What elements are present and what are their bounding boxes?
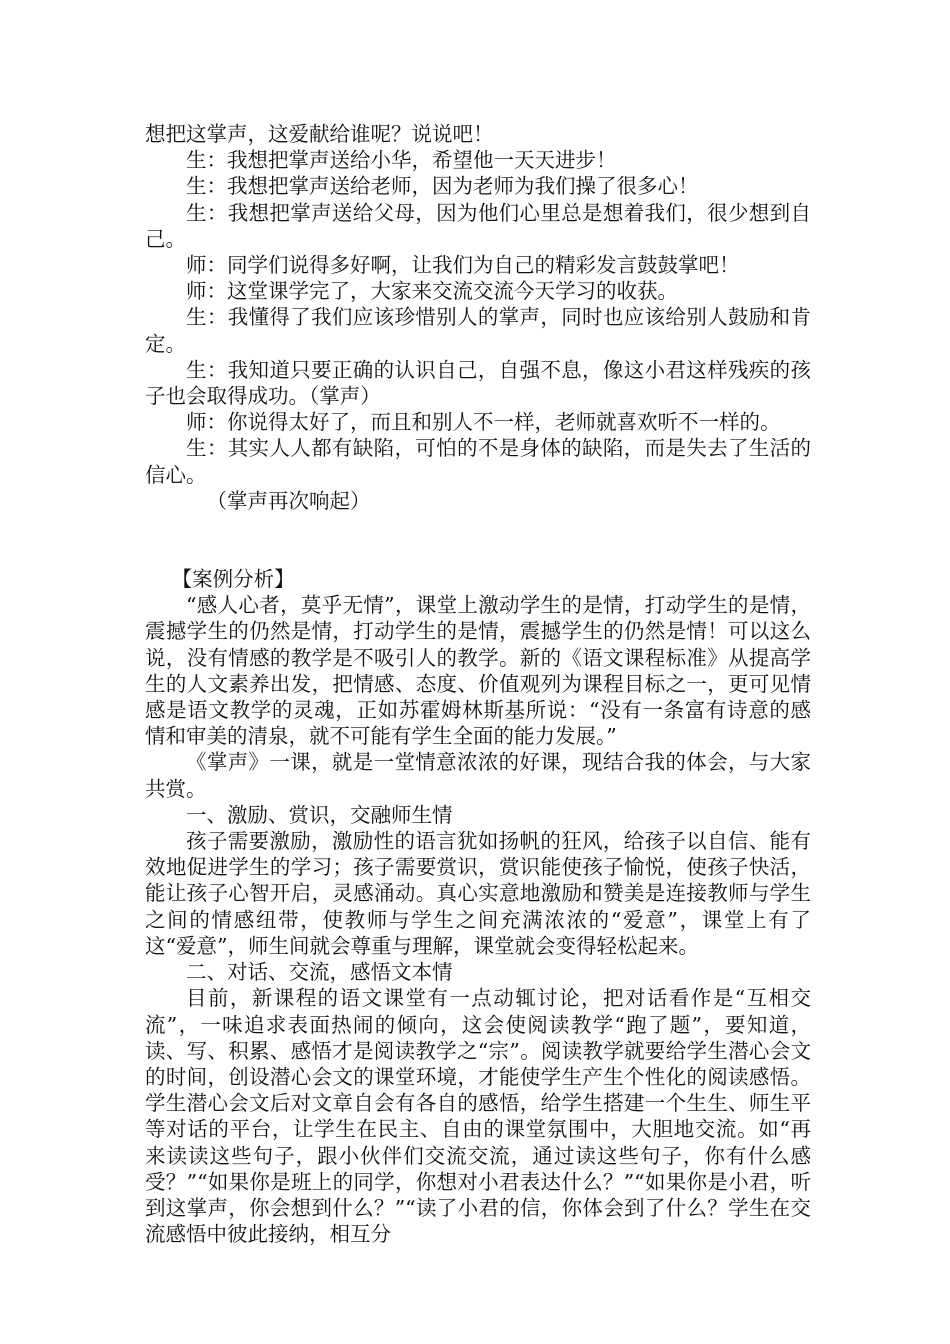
section-heading-1: 一、激励、赏识，交融师生情 (186, 802, 453, 827)
dialogue-paragraph: 生：其实人人都有缺陷，可怕的不是身体的缺陷，而是失去了生活的信心。 (145, 436, 811, 487)
dialogue-paragraph: 生：我想把掌声送给小华，希望他一天天进步！ (186, 148, 617, 173)
section-heading-case-analysis: 【案例分析】 (171, 567, 295, 592)
dialogue-paragraph: 师：同学们说得多好啊，让我们为自己的精彩发言鼓鼓掌吧！ (186, 253, 740, 278)
analysis-paragraph: 《掌声》一课，就是一堂情意浓浓的好课，现结合我的体会，与大家共赏。 (145, 750, 811, 801)
section-body-2: 目前，新课程的语文课堂有一点动辄讨论，把对话看作是“互相交流”，一味追求表面热闹的倾向，这会使阅读教学“跑了题”，要知道，读、写、积累、感悟才是阅读教学之“宗”。阅读教学就要给学生潜心会文的时间，创设潜心会文的课堂环境，才能使学生产生个性化的阅读感悟。学生潜心会文后对文章自会有各自的感悟，给学生搭建一个生生、师生平等对话的平台，让学生在民主、自由的课堂氛围中，大胆地交流。如“再来读读这些句子，跟小伙伴们交流交流，通过读这些句子，你有什么感受？”“如果你是班上的同学，你想对小君表达什么？”“如果你是小君，听到这掌声，你会想到什么？”“读了小君的信，你体会到了什么？学生在交流感悟中彼此接纳，相互分 (145, 986, 811, 1247)
section-body-1: 孩子需要激励，激励性的语言犹如扬帆的狂风，给孩子以自信、能有效地促进学生的学习；孩子需要赏识，赏识能使孩子愉悦，使孩子快活，能让孩子心智开启，灵感涌动。真心实意地激励和赞美是连接教师与学生之间的情感纽带，使教师与学生之间充满浓浓的“爱意”，课堂上有了这“爱意”，师生间就会尊重与理解，课堂就会变得轻松起来。 (145, 829, 811, 958)
dialogue-paragraph: 生：我想把掌声送给老师，因为老师为我们操了很多心！ (186, 174, 699, 199)
dialogue-paragraph: 生：我懂得了我们应该珍惜别人的掌声，同时也应该给别人鼓励和肯定。 (145, 305, 811, 356)
paragraph-gap (145, 514, 811, 566)
dialogue-paragraph: 师：这堂课学完了，大家来交流交流今天学习的收获。 (186, 279, 678, 304)
analysis-paragraph: “感人心者，莫乎无情”，课堂上激动学生的是情，打动学生的是情，震撼学生的仍然是情，打动学生的是情，震撼学生的仍然是情！可以这么说，没有情感的教学是不吸引人的教学。新的《语文课程标准》从提高学生的人文素养出发，把情感、态度、价值观列为课程目标之一，更可见情感是语文教学的灵魂，正如苏霍姆林斯基所说：“没有一条富有诗意的感情和审美的清泉，就不可能有学生全面的能力发展。” (145, 593, 811, 749)
section-heading-2: 二、对话、交流，感悟文本情 (186, 960, 453, 985)
dialogue-paragraph: 生：我想把掌声送给父母，因为他们心里总是想着我们，很少想到自己。 (145, 200, 811, 251)
dialogue-paragraph: 生：我知道只要正确的认识自己，自强不息，像这小君这样残疾的孩子也会取得成功。（掌声） (145, 357, 811, 409)
dialogue-paragraph: 想把这掌声，这爱献给谁呢？说说吧！ (145, 122, 494, 146)
dialogue-paragraph: 师：你说得太好了，而且和别人不一样，老师就喜欢听不一样的。 (186, 410, 781, 435)
stage-direction: （掌声再次响起） (206, 488, 371, 513)
document-page (145, 121, 811, 1247)
